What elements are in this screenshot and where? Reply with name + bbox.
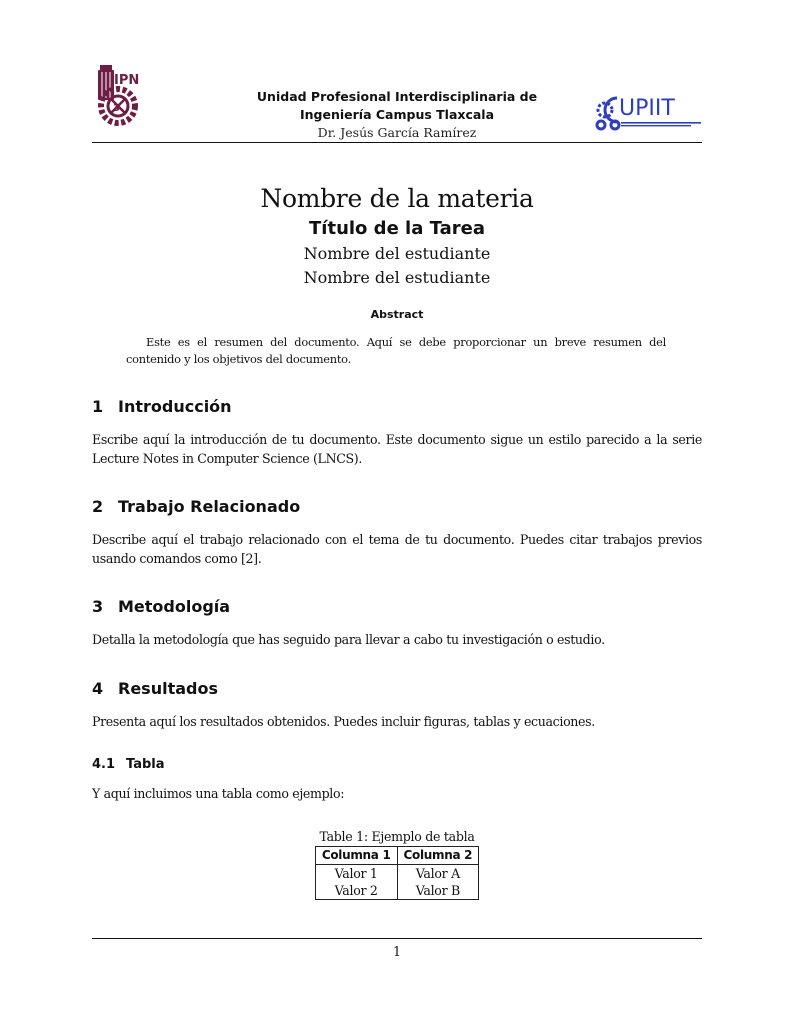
subsection-heading	[92, 756, 702, 774]
student-name: Nombre del estudiante	[303, 268, 491, 287]
section-body: Describe aquí el trabajo relacionado con el tema de tu documento. Puedes citar trabajos previos usando comandos como [2].	[92, 532, 702, 566]
section-heading	[92, 678, 702, 700]
subsection-body: Y aquí incluimos una tabla como ejemplo:	[92, 786, 345, 801]
section-body: Escribe aquí la introducción de tu documento. Este documento sigue un estilo parecido a la serie Lecture Notes in Computer Science (LNCS).	[92, 432, 702, 466]
subsection-title: Tabla	[126, 757, 165, 772]
institution-line-1: Unidad Profesional Interdisciplinaria de	[256, 89, 538, 104]
table-caption: Table 1: Ejemplo de tabla	[319, 829, 475, 844]
section-trabajo-relacionado	[92, 496, 702, 568]
example-table-block	[300, 829, 494, 900]
header-rule	[92, 142, 702, 143]
section-resultados	[92, 678, 702, 731]
professor-name: Dr. Jesús García Ramírez	[317, 125, 477, 140]
svg-text:3: 3	[113, 103, 120, 114]
section-heading	[92, 596, 702, 618]
footer-rule	[92, 938, 702, 939]
example-table	[315, 846, 479, 900]
section-number: 2	[92, 497, 104, 516]
section-title: Metodología	[118, 597, 231, 616]
section-heading	[92, 496, 702, 518]
section-heading	[92, 396, 702, 418]
table-cell: Valor 2	[315, 882, 397, 900]
table-cell: Valor B	[415, 883, 460, 898]
subsection-tabla	[92, 756, 702, 803]
section-title: Resultados	[118, 679, 218, 698]
assignment-title: Título de la Tarea	[309, 218, 485, 239]
table-header-row	[315, 847, 478, 865]
section-metodologia	[92, 596, 702, 649]
abstract-text: Este es el resumen del documento. Aquí se debe proporcionar un breve resumen del contenido y los objetivos del documento.	[126, 335, 666, 366]
section-number: 4	[92, 679, 104, 698]
svg-text:IPN: IPN	[114, 73, 140, 88]
section-body: Detalla la metodología que has seguido para llevar a cabo tu investigación o estudio.	[92, 632, 605, 647]
table-header-cell: Columna 2	[397, 847, 479, 865]
section-body: Presenta aquí los resultados obtenidos. Puedes incluir figuras, tablas y ecuaciones.	[92, 714, 595, 729]
upiit-logo	[593, 92, 705, 134]
page-number: 1	[392, 944, 401, 959]
student-name: Nombre del estudiante	[303, 244, 491, 263]
table-header-cell: Columna 1	[315, 847, 397, 865]
section-title: Trabajo Relacionado	[118, 497, 301, 516]
table-row	[315, 865, 478, 883]
section-number: 1	[92, 397, 104, 416]
section-number: 3	[92, 597, 104, 616]
course-title: Nombre de la materia	[260, 184, 534, 213]
table-cell: Valor 1	[315, 865, 397, 883]
upiit-logo-text: UPIIT	[619, 96, 675, 121]
table-cell: Valor A	[415, 866, 460, 881]
section-introduccion	[92, 396, 702, 468]
table-row	[315, 882, 478, 900]
ipn-logo	[92, 62, 142, 136]
abstract-heading: Abstract	[370, 308, 424, 321]
header-text	[190, 88, 604, 142]
abstract-body	[126, 334, 666, 368]
institution-line-2: Ingeniería Campus Tlaxcala	[299, 107, 495, 122]
title-block	[150, 182, 644, 290]
section-title: Introducción	[118, 397, 232, 416]
subsection-number: 4.1	[92, 757, 116, 772]
